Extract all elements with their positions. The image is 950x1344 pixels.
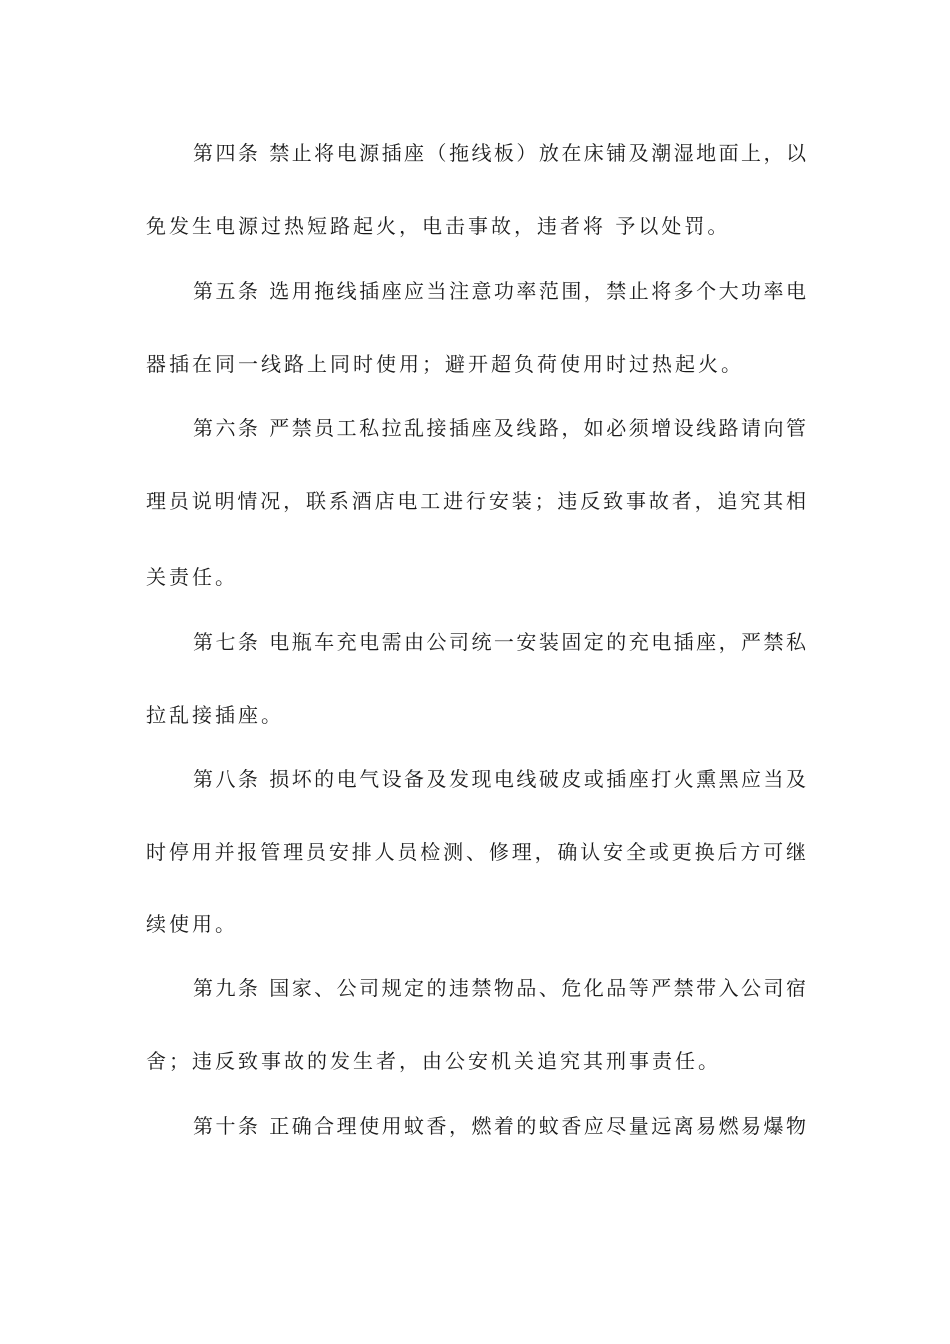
article-4-line-1: 第四条 禁止将电源插座（拖线板）放在床铺及潮湿地面上，以	[193, 141, 806, 165]
article-6-line-1: 第六条 严禁员工私拉乱接插座及线路，如必须增设线路请向管	[193, 416, 806, 440]
article-6-line-2: 理员说明情况，联系酒店电工进行安装；违反致事故者，追究其相	[146, 489, 806, 513]
article-9-line-1: 第九条 国家、公司规定的违禁物品、危化品等严禁带入公司宿	[193, 976, 806, 1000]
article-8-line-2: 时停用并报管理员安排人员检测、修理，确认安全或更换后方可继	[146, 840, 806, 864]
article-10-line-1: 第十条 正确合理使用蚊香，燃着的蚊香应尽量远离易燃易爆物	[193, 1114, 806, 1138]
article-8-line-1: 第八条 损坏的电气设备及发现电线破皮或插座打火熏黑应当及	[193, 767, 806, 791]
article-9-line-2: 舍；违反致事故的发生者，由公安机关追究其刑事责任。	[146, 1049, 721, 1073]
article-7-line-2: 拉乱接插座。	[146, 703, 284, 727]
article-6-line-3: 关责任。	[146, 565, 238, 589]
article-5-line-2: 器插在同一线路上同时使用；避开超负荷使用时过热起火。	[146, 352, 744, 376]
article-5-line-1: 第五条 选用拖线插座应当注意功率范围，禁止将多个大功率电	[193, 279, 806, 303]
article-7-line-1: 第七条 电瓶车充电需由公司统一安装固定的充电插座，严禁私	[193, 630, 806, 654]
article-4-line-2: 免发生电源过热短路起火，电击事故，违者将 予以处罚。	[146, 214, 731, 238]
article-8-line-3: 续使用。	[146, 912, 238, 936]
